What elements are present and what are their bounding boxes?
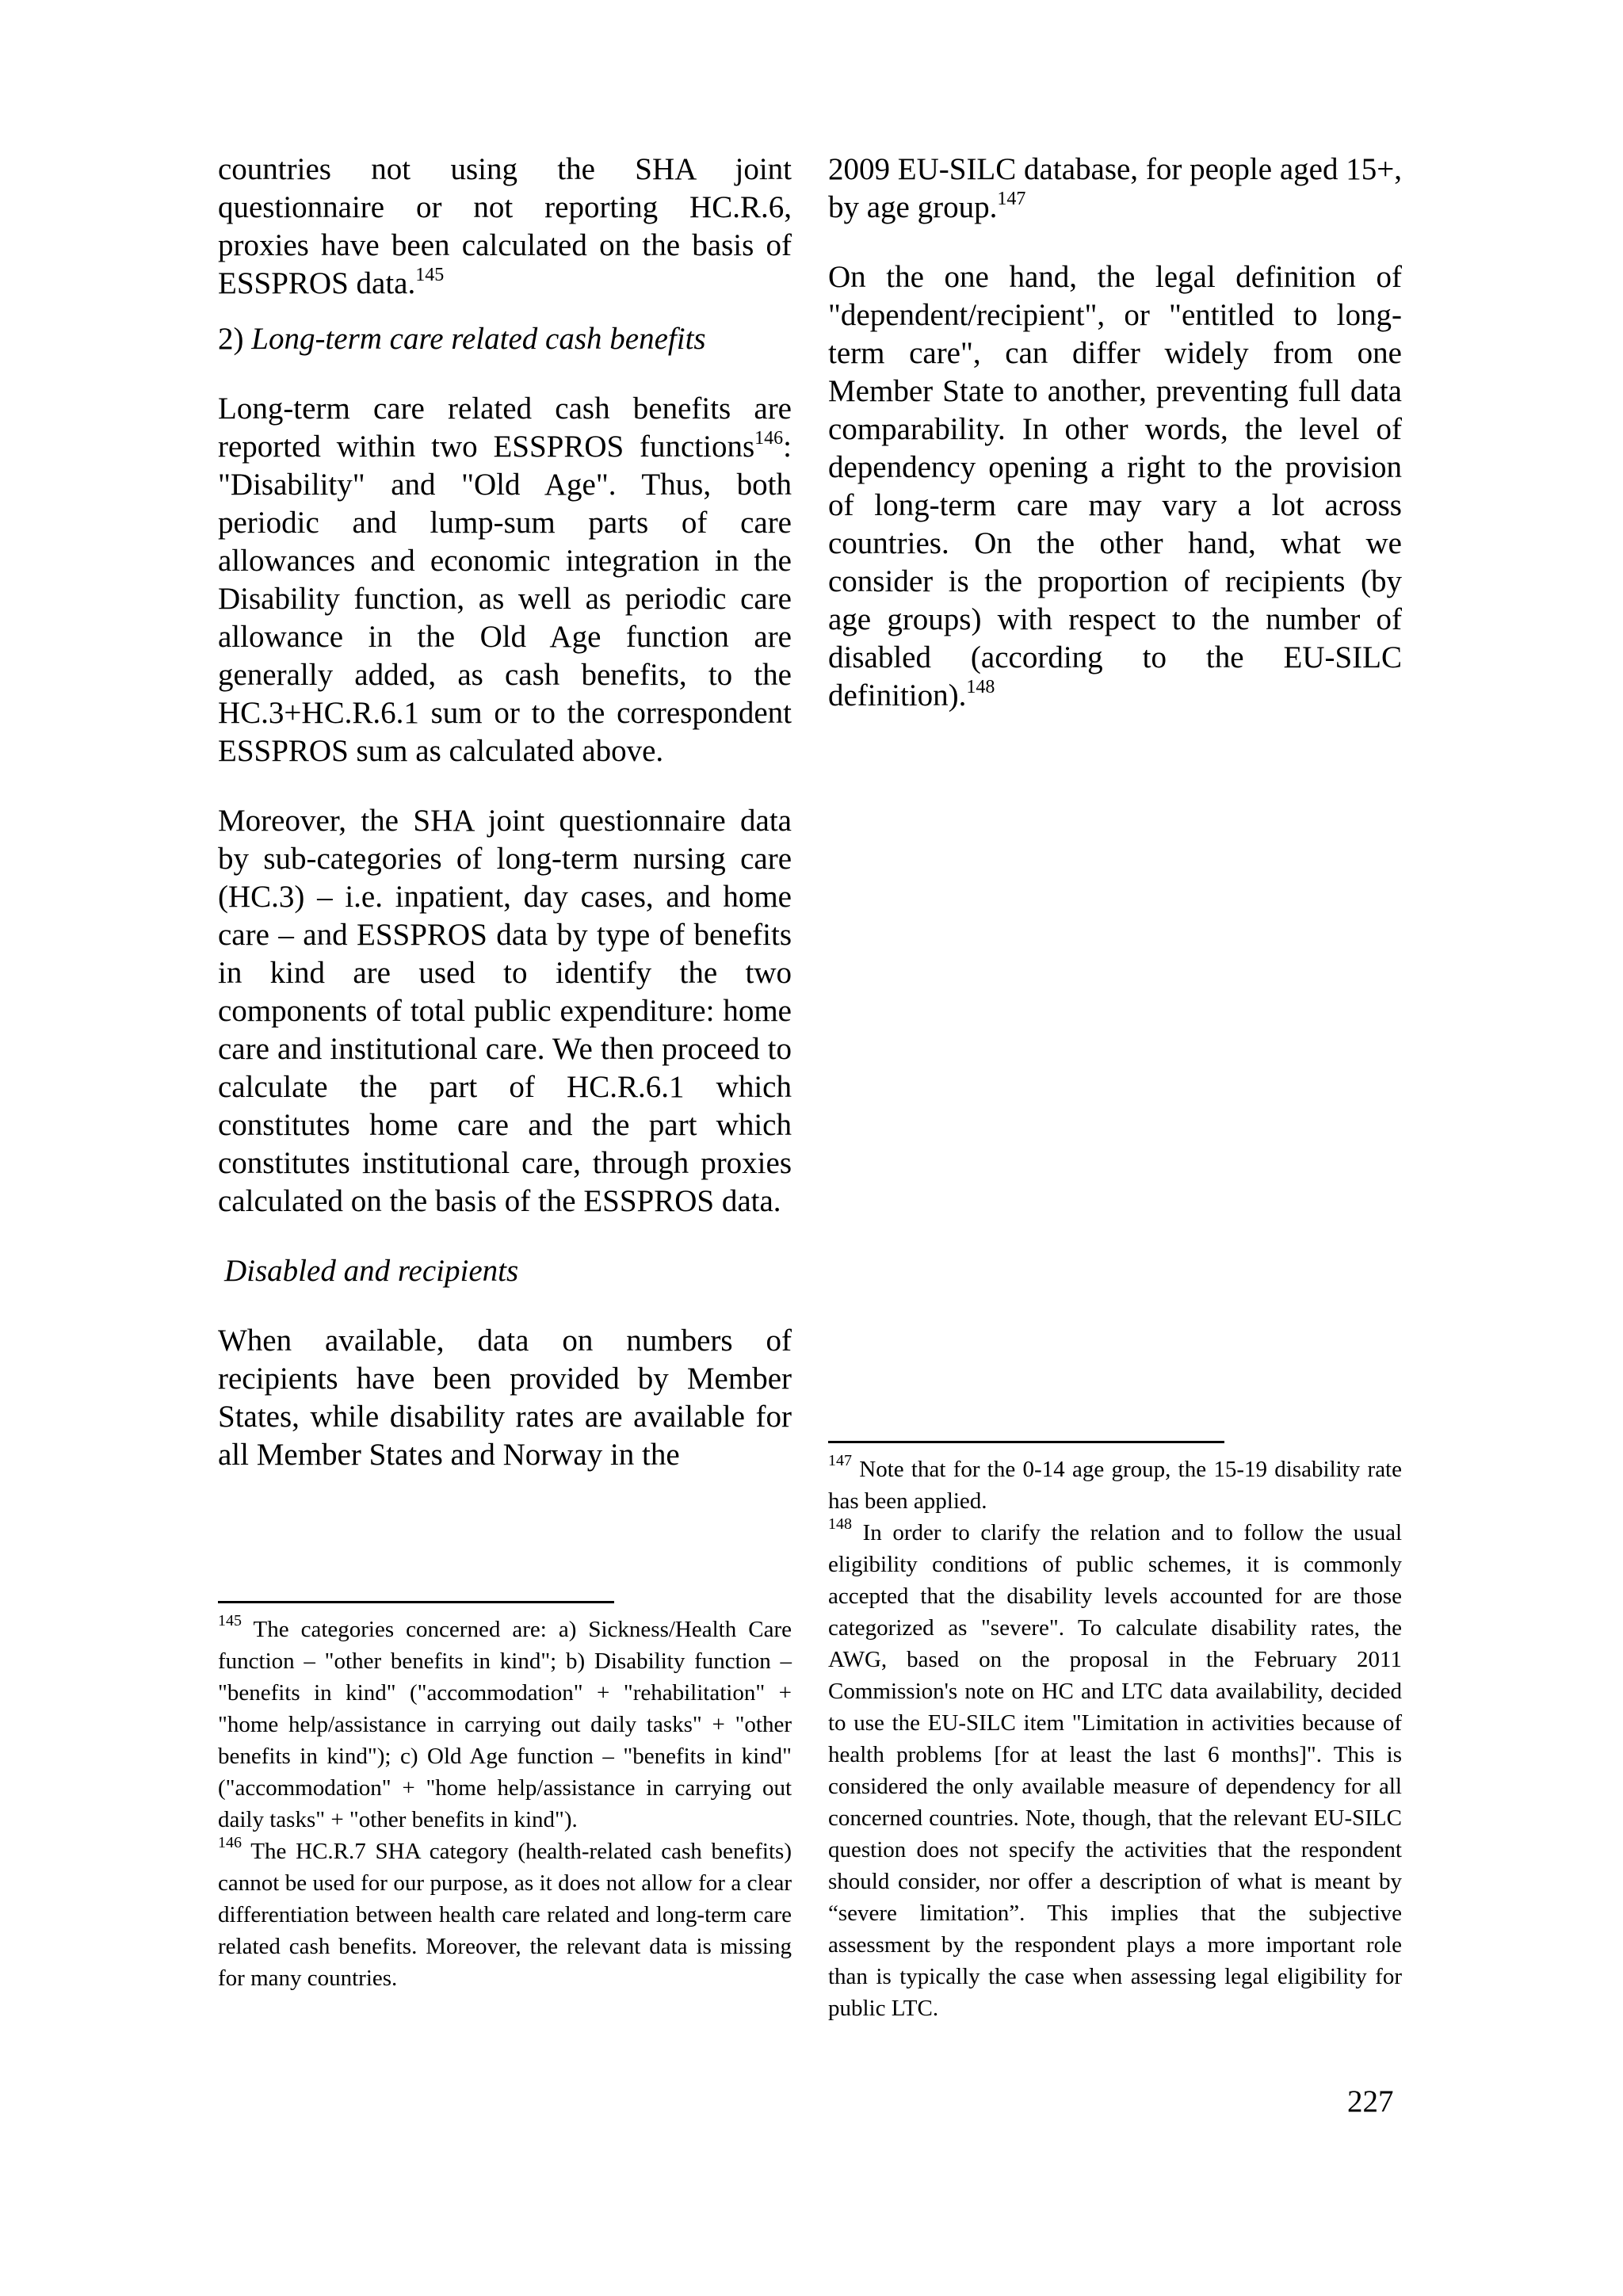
section-heading: Disabled and recipients [224, 1254, 519, 1288]
subsection-heading: 2) Long-term care related cash benefits [218, 322, 706, 356]
footnote: $^{145}$ The categories concerned are: a) Sickness/Health Care function – "other benefits in kind"; b) Disability function – "benefits in kind" ("accommodation" + "rehabilitation" + "home help/assistance in carrying out daily tasks" + "other benefits in kind"); c) Old Age function – "benefits in kind" ("accommodation" + "home help/assistance in carrying out daily tasks" + "other benefits in kind"). [218, 1612, 792, 1832]
paragraph: Long-term care related cash benefits are reported within two ESSPROS functions$^{146}$: "Disability" and "Old Age". Thus, both periodic and lump-sum parts of care allowances and economic integration in the Disability function, as well as periodic care allowance in the Old Age function are generally added, as cash benefits, to the HC.3+HC.R.6.1 sum or to the correspondent ESSPROS sum as calculated above. [218, 392, 792, 768]
right-column [828, 151, 1402, 747]
paragraph: Moreover, the SHA joint questionnaire data by sub-categories of long-term nursing care (HC.3) – i.e. inpatient, day cases, and home care – and ESSPROS data by type of benefits in kind are used to identify the two components of total public expenditure: home care and institutional care. We then proceed to calculate the part of HC.R.6.1 which constitutes home care and the part which constitutes institutional care, through proxies calculated on the basis of the ESSPROS data. [218, 804, 792, 1218]
paragraph: 2009 EU-SILC database, for people aged 15+, by age group.$^{147}$ [828, 152, 1402, 224]
paragraph: countries not using the SHA joint questionnaire or not reporting HC.R.6, proxies have been calculated on the basis of ESSPROS data.$^{145}$ [218, 152, 792, 300]
footnote-ref: 145 [415, 265, 445, 285]
footnote: $^{148}$ In order to clarify the relation and to follow the usual eligibility conditions of public schemes, it is commonly accepted that the disability levels accounted for are those categorized as "severe". To calculate disability rates, the AWG, based on the proposal in the February 2011 Commission's note on HC and LTC data availability, decided to use the EU-SILC item "Limitation in activities because of health problems [for at least the last 6 months]". This is considered the only available measure of dependency for all concerned countries. Note, though, that the relevant EU-SILC question does not specify the activities that the respondent should consider, nor offer a description of what is meant by “severe limitation”. This implies that the subjective assessment by the respondent plays a more important role than is typically the case when assessing legal eligibility for public LTC. [828, 1515, 1402, 2021]
page-number: 227 [1347, 2084, 1394, 2118]
footnote-separator [828, 1441, 1224, 1443]
footnote-ref: 146 [754, 428, 784, 449]
footnote-ref: 148 [966, 677, 995, 697]
footnote-ref: 147 [997, 189, 1026, 209]
footnote: $^{146}$ The HC.R.7 SHA category (health-related cash benefits) cannot be used for our purpose, as it does not allow for a clear differentiation between health care related and long-term care related cash benefits. Moreover, the relevant data is missing for many countries. [218, 1834, 792, 1991]
footnotes-right [828, 1454, 1402, 2024]
paragraph: On the one hand, the legal definition of "dependent/recipient", or "entitled to long-term care", can differ widely from one Member State to another, preventing full data comparability. In other words, the level of dependency opening a right to the provision of long-term care may vary a lot across countries. On the other hand, what we consider is the proportion of recipients (by age groups) with respect to the number of disabled (according to the EU-SILC definition).$^{148}$ [828, 260, 1402, 712]
footnotes-left [218, 1614, 792, 1994]
left-column [218, 151, 792, 1506]
footnote-separator [218, 1601, 614, 1603]
paragraph: When available, data on numbers of recipients have been provided by Member States, while disability rates are available for all Member States and Norway in the [218, 1324, 792, 1472]
footnote: $^{147}$ Note that for the 0-14 age group, the 15-19 disability rate has been applied. [828, 1452, 1402, 1514]
